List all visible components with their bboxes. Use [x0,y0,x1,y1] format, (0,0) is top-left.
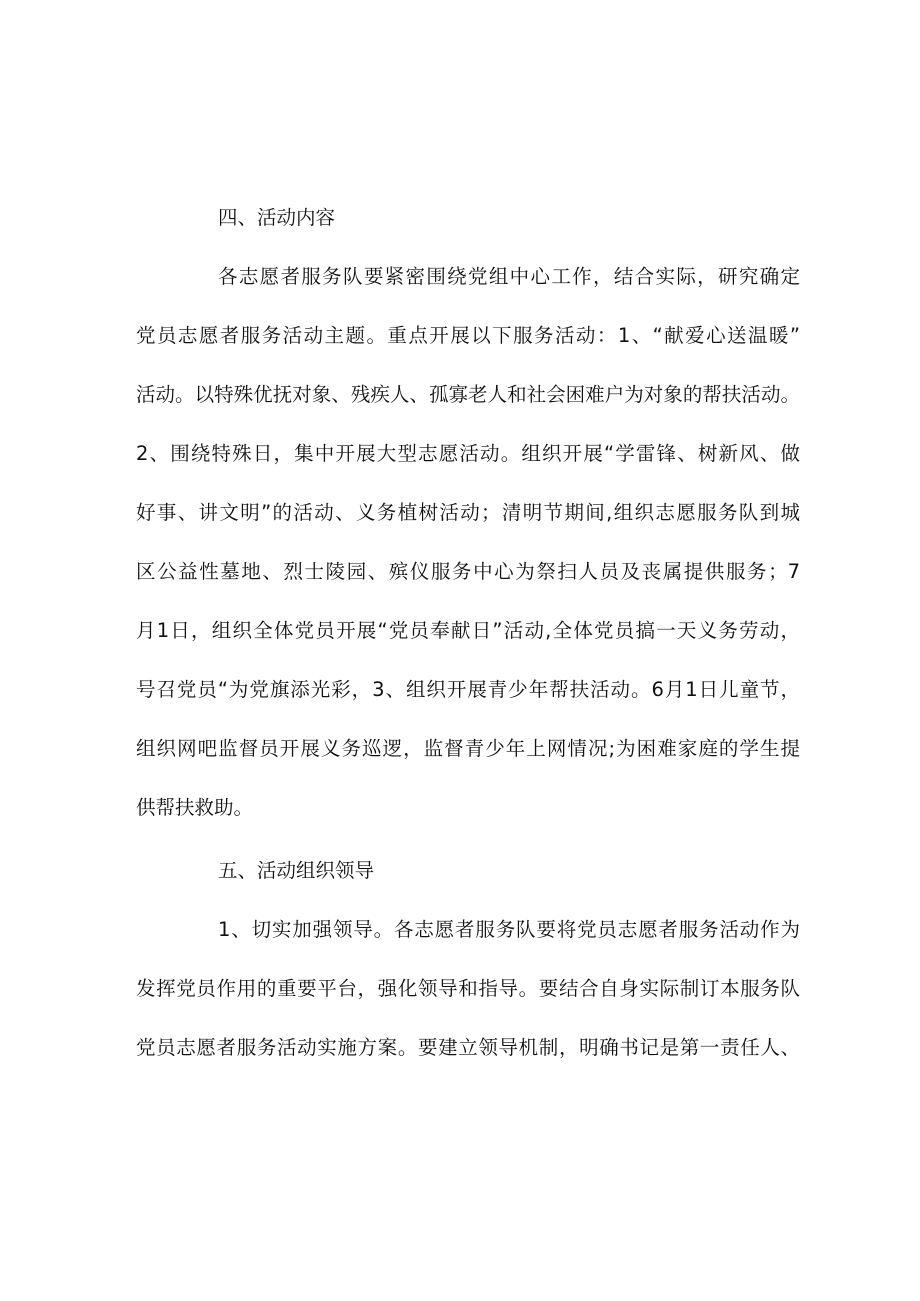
section-5-line-1: 1、切实加强领导。各志愿者服务队要将党员志愿者服务活动作为 [218,918,800,941]
section-4-line-3: 活动。以特殊优抚对象、残疾人、孤寡老人和社会困难户为对象的帮扶活动。 [136,383,800,406]
section-4-line-10: 供帮扶救助。 [136,796,254,819]
section-4-line-1: 各志愿者服务队要紧密围绕党组中心工作，结合实际，研究确定 [218,265,800,288]
section-4-line-2: 党员志愿者服务活动主题。重点开展以下服务活动：1、“献爱心送温暖” [136,324,800,347]
section-4-line-5: 好事、讲文明”的活动、义务植树活动；清明节期间,组织志愿服务队到城 [136,501,800,524]
section-4-line-7: 月1日，组织全体党员开展“党员奉献日”活动,全体党员搞一天义务劳动， [136,619,800,642]
section-4-line-9: 组织网吧监督员开展义务巡逻，监督青少年上网情况;为困难家庭的学生提 [136,737,800,760]
section-4-line-6: 区公益性墓地、烈士陵园、殡仪服务中心为祭扫人员及丧属提供服务；7 [136,560,800,583]
section-5-line-3: 党员志愿者服务活动实施方案。要建立领导机制，明确书记是第一责任人、 [136,1036,800,1059]
section-4-heading: 四、活动内容 [218,206,336,229]
section-4-line-4: 2、围绕特殊日，集中开展大型志愿活动。组织开展“学雷锋、树新风、做 [136,442,800,465]
section-5-line-2: 发挥党员作用的重要平台，强化领导和指导。要结合自身实际制订本服务队 [136,977,800,1000]
section-5-heading: 五、活动组织领导 [218,859,375,882]
section-4-line-8: 号召党员“为党旗添光彩，3、组织开展青少年帮扶活动。6月1日儿童节， [136,678,800,701]
